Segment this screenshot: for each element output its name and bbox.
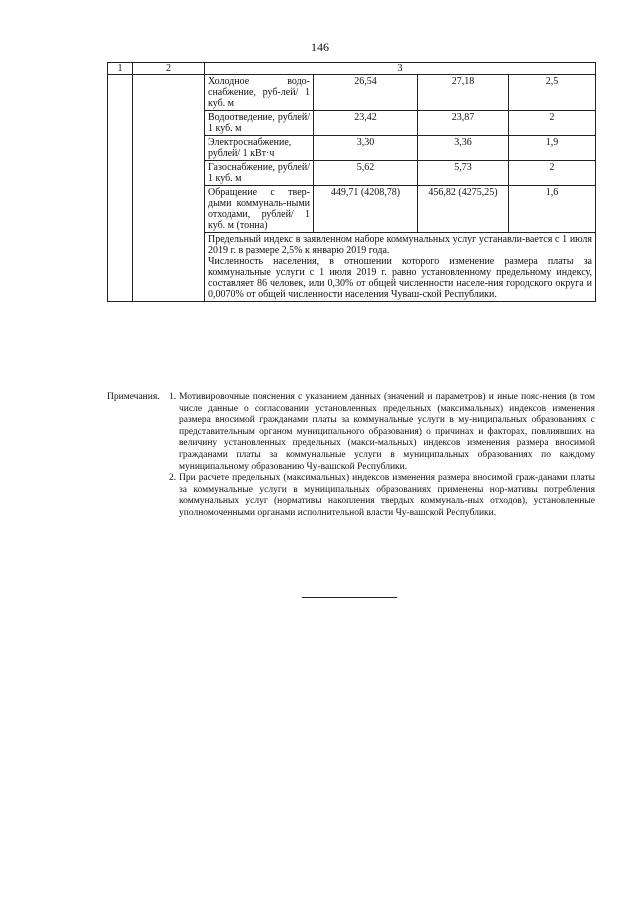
value-cell: 1,6 xyxy=(509,186,596,233)
note-number: 2. xyxy=(169,473,177,484)
notes-caption: Примечания. xyxy=(107,392,160,402)
value-cell: 2,5 xyxy=(509,75,596,111)
value-cell: 5,73 xyxy=(418,161,509,186)
separator-line xyxy=(302,597,397,598)
service-name: Газоснабжение, рублей/ 1 куб. м xyxy=(205,161,314,186)
summary-population-text: Численность населения, в отношении которого изменение размера платы за коммунальные услуги с 1 июля 2019 г. равно установленному предельному индексу, составляет 86 человек, или 0,30% от общей численности населе-ния городского округа и 0,0070% от общей численности населения Чуваш-ской Республики. xyxy=(208,256,592,300)
value-cell: 5,62 xyxy=(314,161,418,186)
value-cell: 2 xyxy=(509,161,596,186)
service-name: Водоотведение, рублей/ 1 куб. м xyxy=(205,111,314,136)
column-header: 1 xyxy=(108,63,133,75)
value-cell: 456,82 (4275,25) xyxy=(418,186,509,233)
table-header-row xyxy=(108,63,596,75)
value-cell: 23,87 xyxy=(418,111,509,136)
note-number: 1. xyxy=(169,392,177,402)
value-cell: 26,54 xyxy=(314,75,418,111)
note-item xyxy=(169,473,595,519)
tariff-table xyxy=(107,62,596,302)
empty-cell xyxy=(133,75,205,302)
value-cell: 449,71 (4208,78) xyxy=(314,186,418,233)
value-cell: 1,9 xyxy=(509,136,596,161)
summary-cell xyxy=(205,233,596,302)
service-name: Холодное водо-снабжение, руб-лей/ 1 куб. м xyxy=(205,75,314,111)
column-header: 3 xyxy=(205,63,596,75)
service-name: Электроснабжение, рублей/ 1 кВт·ч xyxy=(205,136,314,161)
column-header: 2 xyxy=(133,63,205,75)
value-cell: 23,42 xyxy=(314,111,418,136)
note-text: Мотивировочные пояснения с указанием данных (значений и параметров) и иные пояс-нения (в том числе данные о согласовании установленных предельных (максимальных) индексов изменения размера вносимой гражданами платы за коммунальные услуги в му-ниципальных образованиях с представительным органом муниципального образования) о причинах и факторах, повлиявших на величину установленных предельных (макси-мальных) индексов изменения размера вносимой гражданами платы за коммунальные услуги в муниципальных образованиях по каждому муниципальному образованию Чу-вашской Республики. xyxy=(179,392,595,472)
note-item xyxy=(169,392,595,473)
value-cell: 27,18 xyxy=(418,75,509,111)
table-row xyxy=(108,75,596,111)
note-text: При расчете предельных (максимальных) индексов изменения размера вносимой граж-данами платы за коммунальные услуги в муниципальных образованиях применены нор-мативы потребления коммунальных услуг (нормативы накопления твердых коммуналь-ных отходов), установленные уполномоченными органами исполнительной власти Чу-вашской Республики. xyxy=(179,473,595,518)
empty-cell xyxy=(108,75,133,302)
summary-index-text: Предельный индекс в заявленном наборе коммунальных услуг устанавли-вается с 1 июля 2019 г. в размере 2,5% к январю 2019 года. xyxy=(208,234,592,256)
value-cell: 2 xyxy=(509,111,596,136)
service-name: Обращение с твер-дыми коммуналь-ными отходами, рублей/ 1 куб. м (тонна) xyxy=(205,186,314,233)
value-cell: 3,30 xyxy=(314,136,418,161)
value-cell: 3,36 xyxy=(418,136,509,161)
notes-list xyxy=(169,392,595,520)
page-number: 146 xyxy=(311,40,329,54)
